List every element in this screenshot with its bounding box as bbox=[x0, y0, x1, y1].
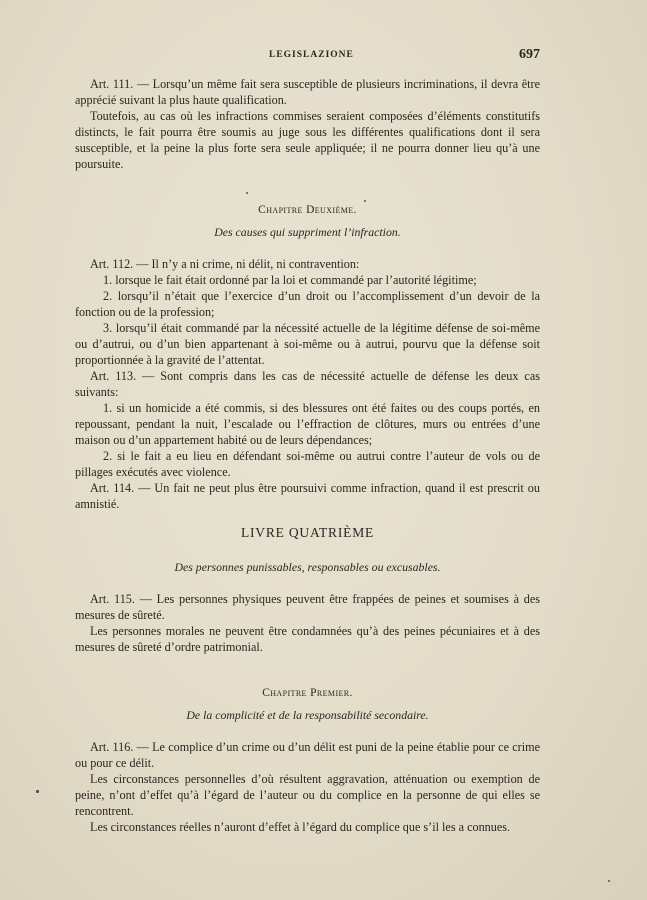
chapter-heading-premier: Chapitre Premier. bbox=[262, 687, 353, 699]
chapter-heading-deuxieme: Chapitre Deuxième. bbox=[258, 204, 357, 216]
paper-speck bbox=[246, 192, 248, 194]
art-112-item-3: 3. lorsqu’il était commandé par la nécessité actuelle de la légitime défense de soi-même ou d’autrui, ou d’un bien appartenant à soi-même ou à autrui, pourvu que la défense soit proportionnée à la gravité de l’attentat. bbox=[75, 321, 540, 367]
chapter-subtitle-causes: Des causes qui suppriment l’infraction. bbox=[214, 225, 401, 239]
art-116-paragraph-3: Les circonstances réelles n’auront d’effet à l’égard du complice que s’il les a connues. bbox=[90, 820, 511, 834]
art-116-paragraph-2: Les circonstances personnelles d’où résultent aggravation, atténuation ou exemption de peine, n’ont d’effet qu’à l’égard de l’auteur ou du complice en la personne de qui elles se rencontrent. bbox=[75, 772, 540, 818]
art-113-item-2: 2. si le fait a eu lieu en défendant soi-même ou autrui contre l’auteur de vols ou de pillages exécutés avec violence. bbox=[75, 449, 540, 479]
art-113-item-1: 1. si un homicide a été commis, si des blessures ont été faites ou des coups portés, en repoussant, pendant la nuit, l’escalade ou l’effraction de clôtures, murs ou entrées d’une maison ou d’un appartement habité ou de leurs dépendances; bbox=[75, 401, 540, 447]
art-112-item-2: 2. lorsqu’il n’était que l’exercice d’un droit ou l’accomplissement d’un devoir de la fonction ou de la profession; bbox=[75, 289, 540, 319]
paper-speck bbox=[36, 790, 39, 793]
page-number: 697 bbox=[519, 47, 540, 62]
art-112-intro: Art. 112. — Il n’y a ni crime, ni délit, ni contravention: bbox=[90, 257, 360, 271]
book-heading-quatrieme: LIVRE QUATRIÈME bbox=[240, 525, 375, 540]
chapter-subtitle-complicite: De la complicité et de la responsabilité secondaire. bbox=[186, 708, 429, 722]
art-111-paragraph-1: Art. 111. — Lorsqu’un même fait sera susceptible de plusieurs incriminations, il devra être apprécié suivant la plus haute qualification. bbox=[75, 77, 540, 107]
art-113-intro: Art. 113. — Sont compris dans les cas de nécessité actuelle de défense les deux cas suivants: bbox=[75, 369, 540, 399]
page-body bbox=[75, 76, 540, 835]
book-subtitle-personnes: Des personnes punissables, responsables ou excusables. bbox=[174, 560, 441, 574]
art-115-paragraph-1: Art. 115. — Les personnes physiques peuvent être frappées de peines et soumises à des mesures de sûreté. bbox=[75, 592, 540, 622]
art-111-paragraph-2: Toutefois, au cas où les infractions commises seraient composées d’éléments constitutifs distincts, le fait pourra être soumis au juge sous les différentes qualifications dont il sera susceptible, et la peine la plus forte sera seule appliquée; il ne pourra donner lieu qu’à une poursuite. bbox=[75, 109, 540, 171]
page-header bbox=[75, 48, 540, 66]
art-112-item-1: 1. lorsque le fait était ordonné par la loi et commandé par l’autorité légitime; bbox=[103, 273, 477, 287]
running-head: LEGISLAZIONE bbox=[269, 50, 354, 60]
paper-speck bbox=[608, 880, 610, 882]
art-116-paragraph-1: Art. 116. — Le complice d’un crime ou d’un délit est puni de la peine établie pour ce crime ou pour ce délit. bbox=[75, 740, 540, 770]
art-114-paragraph: Art. 114. — Un fait ne peut plus être poursuivi comme infraction, quand il est prescrit ou amnistié. bbox=[75, 481, 540, 511]
paper-speck bbox=[364, 200, 366, 202]
art-115-paragraph-2: Les personnes morales ne peuvent être condamnées qu’à des peines pécuniaires et à des mesures de sûreté d’ordre patrimonial. bbox=[75, 624, 540, 654]
